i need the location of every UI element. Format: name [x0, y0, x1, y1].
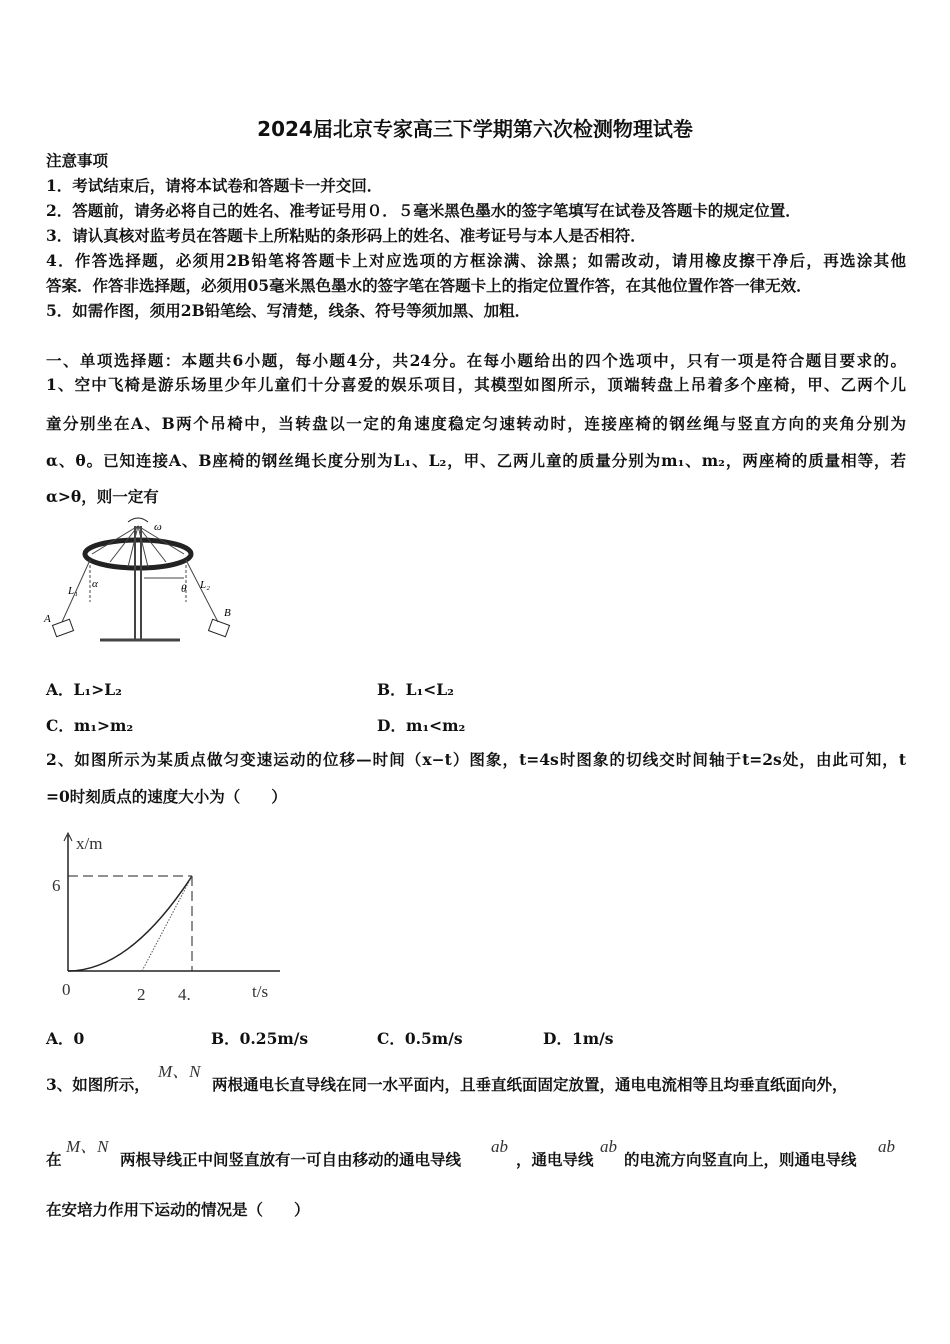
q3-mn: M、N	[66, 1137, 109, 1156]
q3-text: ，通电导线	[516, 1150, 594, 1169]
q3-text: 在安培力作用下运动的情况是（ ）	[46, 1200, 310, 1219]
b-label: B	[224, 607, 231, 619]
page-title: 2024届北京专家高三下学期第六次检测物理试卷	[257, 117, 693, 141]
q3-text: 在	[46, 1150, 62, 1169]
notice-item: 5．如需作图，须用2B铅笔绘、写清楚，线条、符号等须加黑、加粗．	[46, 301, 531, 320]
notice-item: 1．考试结束后，请将本试卷和答题卡一并交回．	[46, 176, 383, 195]
y-axis-label: x/m	[76, 834, 103, 853]
notice-item: 答案．作答非选择题，必须用05毫米黑色墨水的签字笔在答题卡上的指定位置作答，在其他位置作答一律无效．	[46, 276, 812, 295]
alpha-label: α	[92, 578, 98, 590]
l2-label: L₂	[200, 579, 210, 591]
section-heading: 一、单项选择题：本题共6小题，每小题4分，共24分。在每小题给出的四个选项中，只有一项是符合题目要求的。	[46, 351, 906, 370]
q3-ab: ab	[491, 1137, 508, 1156]
y-tick-6: 6	[52, 876, 61, 895]
q1-text: 1、空中飞椅是游乐场里少年儿童们十分喜爱的娱乐项目，其模型如图所示，顶端转盘上吊着多个座椅，甲、乙两个儿	[46, 375, 906, 394]
xt-graph	[40, 825, 300, 1010]
a-label: A	[44, 613, 51, 625]
q1-text: α、θ。已知连接A、B座椅的钢丝绳长度分别为L₁、L₂，甲、乙两儿童的质量分别为m₁、m₂，两座椅的质量相等，若	[46, 451, 906, 470]
q2-option-a[interactable]: A．0	[46, 1029, 85, 1048]
q1-text: α>θ，则一定有	[46, 487, 159, 506]
x-tick-4: 4.	[178, 985, 191, 1004]
x-axis-label: t/s	[252, 982, 269, 1001]
q3-text: 的电流方向竖直向上，则通电导线	[624, 1150, 857, 1169]
q3-text: 3、如图所示，	[46, 1075, 150, 1094]
notice-item: 4．作答选择题，必须用2B铅笔将答题卡上对应选项的方框涂满、涂黑；如需改动，请用橡皮擦干净后，再选涂其他	[46, 251, 906, 270]
notice-heading: 注意事项	[46, 151, 109, 170]
q1-text: 童分别坐在A、B两个吊椅中，当转盘以一定的角速度稳定匀速转动时，连接座椅的钢丝绳与竖直方向的夹角分别为	[46, 414, 906, 433]
origin-label: 0	[62, 980, 71, 999]
q3-text: 两根通电长直导线在同一水平面内，且垂直纸面固定放置，通电电流相等且均垂直纸面向外，	[212, 1075, 848, 1094]
q3-mn: M、N	[158, 1062, 201, 1081]
l1-label: L₁	[68, 585, 78, 597]
notice-item: 3．请认真核对监考员在答题卡上所粘贴的条形码上的姓名、准考证号与本人是否相符．	[46, 226, 646, 245]
q3-text: 两根导线正中间竖直放有一可自由移动的通电导线	[120, 1150, 462, 1169]
q2-option-d[interactable]: D．1m/s	[543, 1029, 614, 1048]
notice-item: 2．答题前，请务必将自己的姓名、准考证号用０．５毫米黑色墨水的签字笔填写在试卷及答题卡的规定位置．	[46, 201, 801, 220]
q1-option-b[interactable]: B．L₁<L₂	[377, 680, 454, 699]
q1-option-c[interactable]: C．m₁>m₂	[46, 716, 134, 735]
q1-option-d[interactable]: D．m₁<m₂	[377, 716, 466, 735]
q1-option-a[interactable]: A．L₁>L₂	[46, 680, 122, 699]
x-tick-2: 2	[137, 985, 146, 1004]
q2-option-c[interactable]: C．0.5m/s	[377, 1029, 463, 1048]
theta-label: θ	[181, 583, 187, 595]
q2-option-b[interactable]: B．0.25m/s	[211, 1029, 309, 1048]
omega-label: ω	[154, 521, 162, 533]
q2-text: 2、如图所示为某质点做匀变速运动的位移—时间（x−t）图象，t=4s时图象的切线交时间轴于t=2s处，由此可知，t	[46, 750, 906, 769]
q3-ab: ab	[600, 1137, 617, 1156]
q2-text: =0时刻质点的速度大小为（ ）	[46, 787, 287, 806]
q3-ab: ab	[878, 1137, 895, 1156]
flying-chair-figure	[40, 512, 250, 652]
